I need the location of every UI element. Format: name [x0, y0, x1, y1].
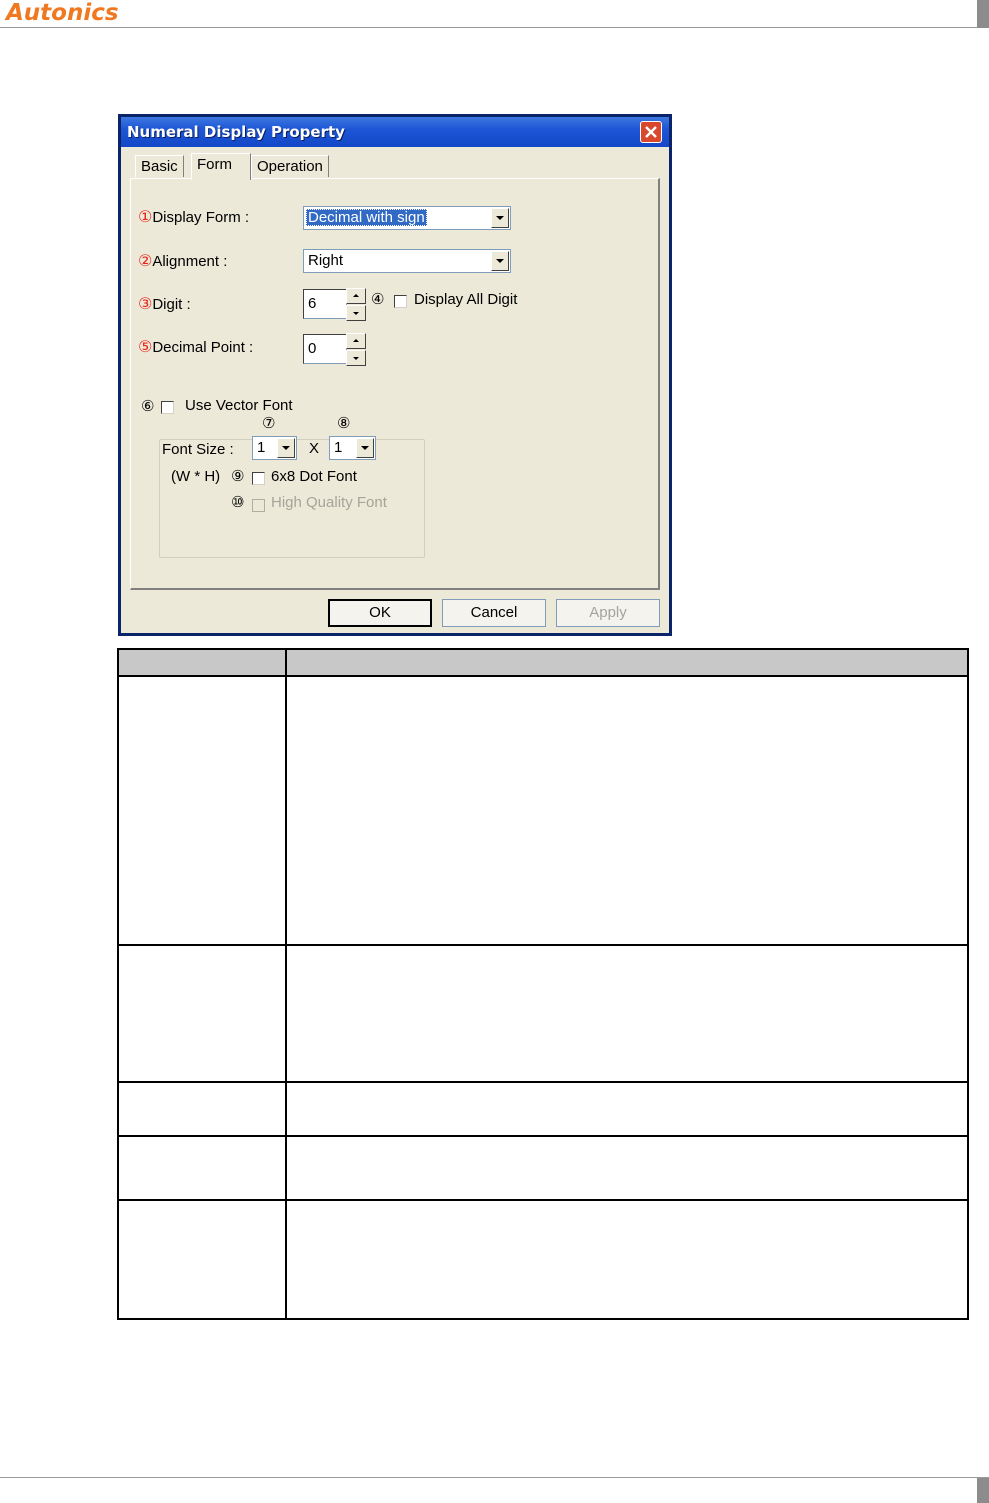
marker-5: ⑤: [138, 337, 153, 356]
decimal-point-input[interactable]: 0: [303, 334, 347, 364]
table-header-row: [118, 649, 968, 676]
ok-button[interactable]: OK: [328, 599, 432, 627]
use-vector-font-label: Use Vector Font: [185, 397, 293, 414]
chevron-down-icon[interactable]: [277, 438, 295, 458]
header-divider: [0, 27, 989, 28]
table-cell: [286, 1082, 968, 1136]
spin-up-icon[interactable]: [346, 288, 366, 304]
decimal-point-label: ⑤Decimal Point :: [138, 337, 254, 356]
dot-font-label: 6x8 Dot Font: [271, 468, 357, 485]
chevron-down-icon[interactable]: [356, 438, 374, 458]
wh-note: (W * H): [171, 468, 221, 485]
dot-font-checkbox[interactable]: [252, 472, 265, 485]
high-quality-font-checkbox[interactable]: [252, 499, 265, 512]
table-cell: [286, 1136, 968, 1200]
high-quality-font-label: High Quality Font: [271, 494, 387, 511]
decimal-point-stepper[interactable]: [346, 333, 366, 367]
spin-down-icon[interactable]: [346, 305, 366, 321]
dialog-title: Numeral Display Property: [127, 123, 345, 141]
close-button[interactable]: [640, 121, 662, 143]
font-height-select[interactable]: 1: [329, 436, 376, 460]
apply-button[interactable]: Apply: [556, 599, 660, 627]
marker-6: ⑥: [141, 397, 155, 415]
chevron-down-icon[interactable]: [491, 208, 509, 228]
table-header-cell: [118, 649, 286, 676]
dialog-client-area: [121, 147, 669, 633]
title-bar[interactable]: [121, 117, 669, 147]
footer-divider: [0, 1477, 989, 1478]
table-header-cell: [286, 649, 968, 676]
table-cell: [286, 676, 968, 945]
alignment-value: Right: [308, 252, 344, 269]
footer-corner-tab: [977, 1478, 989, 1503]
alignment-select[interactable]: [303, 249, 511, 273]
table-cell: [118, 1136, 286, 1200]
table-cell: [118, 1082, 286, 1136]
table-row: [118, 1200, 968, 1319]
description-table: [117, 648, 969, 1320]
alignment-label: ②Alignment :: [138, 251, 228, 270]
spin-up-icon[interactable]: [346, 333, 366, 349]
form-tab-panel: [130, 178, 660, 590]
table-row: [118, 1082, 968, 1136]
numeral-display-property-dialog: [118, 114, 672, 636]
table-cell: [118, 1200, 286, 1319]
font-size-separator: X: [309, 440, 320, 457]
font-size-label: Font Size :: [162, 441, 234, 458]
marker-8: ⑧: [337, 414, 351, 432]
marker-2: ②: [138, 251, 153, 270]
table-cell: [118, 945, 286, 1082]
display-form-select[interactable]: [303, 206, 511, 230]
header-corner-tab: [977, 0, 989, 28]
marker-3: ③: [138, 294, 153, 313]
table-row: [118, 945, 968, 1082]
display-form-label: ①Display Form :: [138, 207, 250, 226]
spin-down-icon[interactable]: [346, 350, 366, 366]
display-all-digit-checkbox[interactable]: [394, 295, 407, 308]
display-form-value: Decimal with sign: [308, 209, 425, 226]
chevron-down-icon[interactable]: [491, 251, 509, 271]
table-cell: [286, 1200, 968, 1319]
table-row: [118, 1136, 968, 1200]
marker-9: ⑨: [231, 467, 245, 485]
table-cell: [118, 676, 286, 945]
font-width-select[interactable]: 1: [252, 436, 297, 460]
marker-7: ⑦: [262, 414, 276, 432]
tab-form[interactable]: Form: [191, 153, 251, 180]
table-row: [118, 676, 968, 945]
cancel-button[interactable]: Cancel: [442, 599, 546, 627]
marker-4: ④: [371, 290, 385, 308]
tab-basic[interactable]: Basic: [135, 155, 184, 177]
table-cell: [286, 945, 968, 1082]
display-all-digit-label: Display All Digit: [414, 291, 518, 308]
digit-label: ③Digit :: [138, 294, 191, 313]
marker-10: ⑩: [231, 493, 245, 511]
tab-operation[interactable]: Operation: [251, 155, 329, 177]
digit-input[interactable]: 6: [303, 289, 347, 319]
digit-stepper[interactable]: [346, 288, 366, 322]
brand-logo: Autonics: [6, 0, 119, 26]
marker-1: ①: [138, 207, 153, 226]
use-vector-font-checkbox[interactable]: [161, 401, 174, 414]
